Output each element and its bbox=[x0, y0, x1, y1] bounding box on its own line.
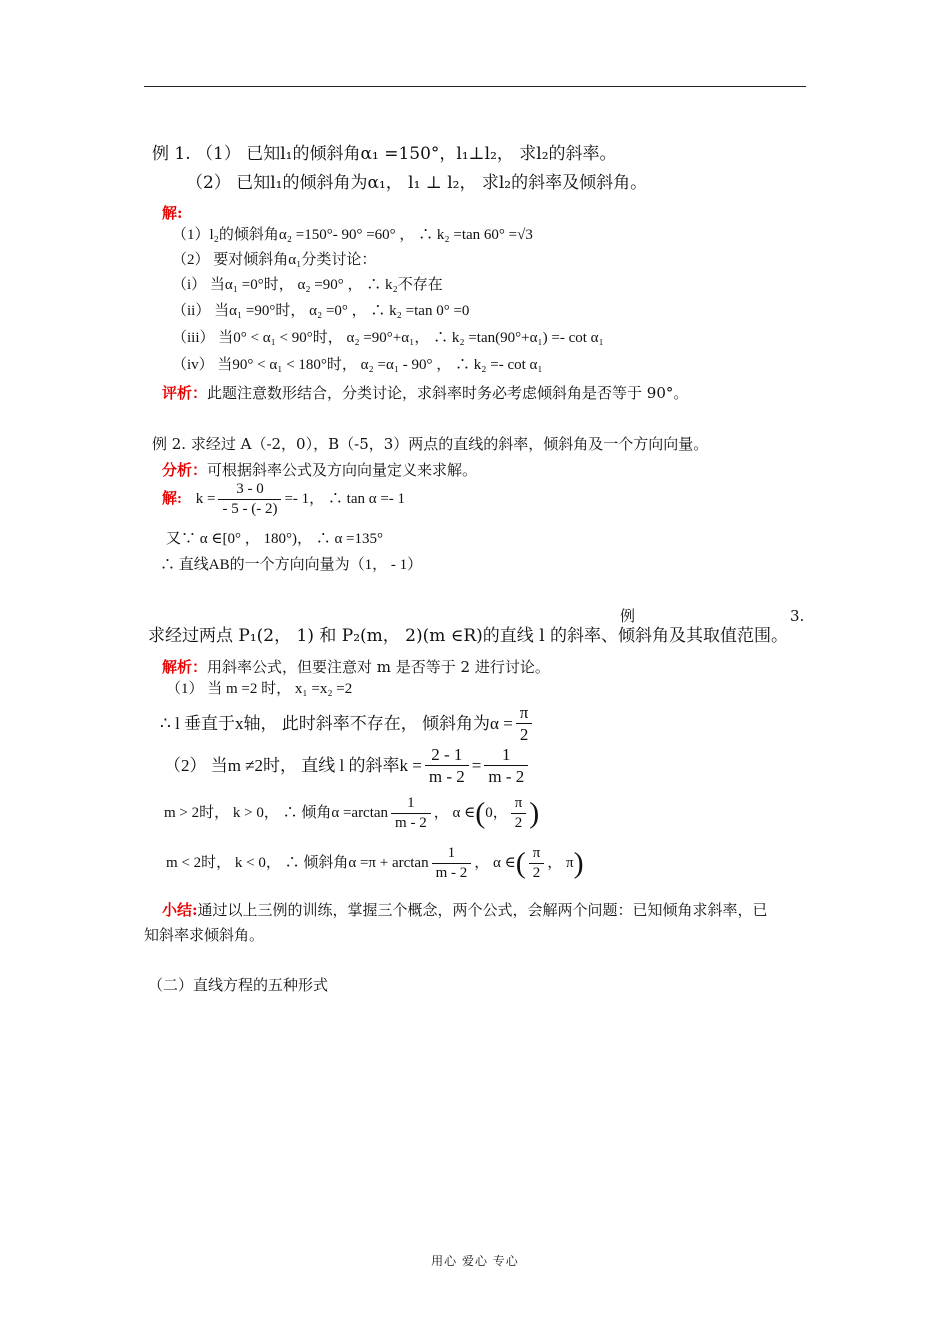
ex3-range-in-1: ， α ∈ bbox=[433, 805, 476, 821]
summary-line-1 bbox=[162, 903, 768, 918]
ex3-slope-equals: = bbox=[471, 756, 482, 775]
ex2-k-fraction bbox=[218, 482, 281, 517]
ex3-arctan-numerator-2: 1 bbox=[432, 846, 472, 864]
ex2-solution-label: 解: bbox=[162, 491, 182, 507]
ex3-range-pi: ， π bbox=[547, 855, 574, 871]
ex3-case-m-greater bbox=[164, 796, 539, 831]
summary-label: 小结: bbox=[162, 901, 198, 919]
ex2-analysis-text: 可根据斜率公式及方向向量定义来求解。 bbox=[207, 461, 478, 479]
ex3-arctan-denominator-2: m - 2 bbox=[435, 865, 468, 881]
ex2-analysis bbox=[162, 463, 477, 478]
ex3-left-paren-2: ( bbox=[515, 846, 526, 880]
ex2-angle-line: 又∵ α ∈[0° ， 180°)， ∴ α =135° bbox=[166, 531, 384, 547]
ex3-arctan-fraction-2 bbox=[432, 846, 472, 881]
ex3-slope-fraction-1 bbox=[425, 746, 469, 785]
ex1-question-2: （2） 已知l₁的倾斜角为α₁， l₁ ⊥ l₂， 求l₂的斜率及倾斜角。 bbox=[186, 173, 648, 193]
ex1-step-6: （iv） 当90° < α₁ < 180°时， α₂ =α₁ - 90° ， ∴ k₂ =- cot α₁ bbox=[172, 357, 543, 373]
ex3-analysis bbox=[162, 660, 550, 675]
ex3-arctan-fraction-1 bbox=[391, 796, 431, 831]
ex2-analysis-label: 分析： bbox=[162, 461, 208, 479]
ex3-two-1: 2 bbox=[514, 815, 523, 831]
ex2-k-rhs: =- 1， ∴ tan α =- 1 bbox=[284, 491, 406, 507]
header-rule bbox=[144, 86, 806, 87]
ex3-case-2 bbox=[164, 746, 531, 785]
ex3-angle-numerator: π bbox=[516, 704, 533, 724]
ex3-range-in-2: ， α ∈ bbox=[474, 855, 516, 871]
ex2-k-denominator: - 5 - (- 2) bbox=[222, 501, 278, 517]
ex2-solution bbox=[162, 482, 405, 517]
ex2-k-lhs: k = bbox=[195, 491, 216, 507]
ex1-question-1: 例 1. （1） 已知l₁的倾斜角α₁ =150°，l₁⊥l₂， 求l₂的斜率。 bbox=[152, 144, 617, 164]
ex1-step-2: （2） 要对倾斜角α₁分类讨论： bbox=[172, 252, 377, 268]
ex3-case-m-greater-text: m > 2时， k > 0， ∴ 倾角α =arctan bbox=[164, 805, 389, 821]
ex2-question: 例 2. 求经过 A（-2，0），B（-5，3）两点的直线的斜率，倾斜角及一个方向向量。 bbox=[152, 435, 709, 453]
ex3-label-li: 例 bbox=[620, 607, 636, 625]
ex1-commentary-text: 此题注意数形结合，分类讨论，求斜率时务必考虑倾斜角是否等于 90°。 bbox=[207, 384, 689, 402]
ex3-arctan-denominator-1: m - 2 bbox=[395, 815, 427, 831]
ex3-question: 求经过两点 P₁(2， 1) 和 P₂(m， 2)(m ∈R)的直线 l 的斜率、倾斜角及其取值范围。 bbox=[148, 626, 789, 646]
ex3-slope-numerator-1: 2 - 1 bbox=[425, 746, 469, 766]
ex3-range-pi-half-2 bbox=[529, 846, 545, 881]
summary-line-2: 知斜率求倾斜角。 bbox=[144, 926, 265, 944]
ex1-step-3: （i） 当α₁ =0°时， α₂ =90° ， ∴ k₂不存在 bbox=[172, 277, 443, 293]
ex1-commentary-label: 评析： bbox=[162, 384, 208, 402]
section-heading: （二）直线方程的五种形式 bbox=[148, 976, 329, 994]
ex2-k-numerator: 3 - 0 bbox=[218, 482, 281, 500]
ex3-label-number: 3. bbox=[790, 607, 805, 625]
ex3-right-paren-1: ) bbox=[529, 796, 540, 830]
ex3-slope-numerator-2: 1 bbox=[484, 746, 528, 766]
ex3-right-paren-2: ) bbox=[573, 846, 584, 880]
ex3-range-pi-half-1 bbox=[511, 796, 527, 831]
ex1-step-4: （ii） 当α₁ =90°时， α₂ =0° ， ∴ k₂ =tan 0° =0 bbox=[172, 303, 470, 319]
summary-text-1: 通过以上三例的训练，掌握三个概念，两个公式，会解两个问题：已知倾角求斜率，已 bbox=[197, 901, 768, 919]
ex3-case-1-text: ∴ l 垂直于x轴， 此时斜率不存在， 倾斜角为α = bbox=[160, 714, 513, 733]
ex3-case-2-text: （2） 当m ≠2时， 直线 l 的斜率k = bbox=[164, 756, 422, 775]
ex3-angle-fraction bbox=[516, 704, 533, 743]
ex3-two-2: 2 bbox=[532, 865, 541, 881]
ex3-slope-denominator-2: m - 2 bbox=[488, 767, 525, 786]
ex1-step-5: （iii） 当0° < α₁ < 90°时， α₂ =90°+α₁， ∴ k₂ =tan(90°+α₁) =- cot α₁ bbox=[172, 330, 604, 346]
ex3-slope-fraction-2 bbox=[484, 746, 528, 785]
ex3-slope-denominator-1: m - 2 bbox=[428, 767, 465, 786]
ex1-solution-label: 解: bbox=[162, 204, 183, 222]
ex3-analysis-label: 解析： bbox=[162, 658, 208, 676]
page-footer: 用心 爱心 专心 bbox=[431, 1254, 519, 1268]
ex3-case-m-less bbox=[166, 846, 584, 881]
ex3-range-zero: 0， bbox=[485, 805, 508, 821]
ex1-step-1: （1）l₂的倾斜角α₂ =150°- 90° =60° ， ∴ k₂ =tan 60° =√3 bbox=[172, 227, 533, 243]
ex3-case-m-less-text: m < 2时， k < 0， ∴ 倾斜角α =π + arctan bbox=[166, 855, 429, 871]
ex3-case-1-conclusion bbox=[160, 704, 535, 743]
ex2-direction-vector: ∴ 直线AB的一个方向向量为（1， - 1） bbox=[160, 557, 423, 573]
ex3-case-1: （1） 当 m =2 时， x₁ =x₂ =2 bbox=[166, 681, 353, 697]
ex3-analysis-text: 用斜率公式，但要注意对 m 是否等于 2 进行讨论。 bbox=[207, 658, 550, 676]
ex3-arctan-numerator-1: 1 bbox=[391, 796, 431, 814]
ex3-pi-2: π bbox=[529, 846, 545, 864]
ex1-commentary bbox=[162, 386, 688, 401]
ex3-pi-1: π bbox=[511, 796, 527, 814]
ex3-left-paren-1: ( bbox=[475, 796, 486, 830]
ex3-angle-denominator: 2 bbox=[519, 725, 529, 744]
